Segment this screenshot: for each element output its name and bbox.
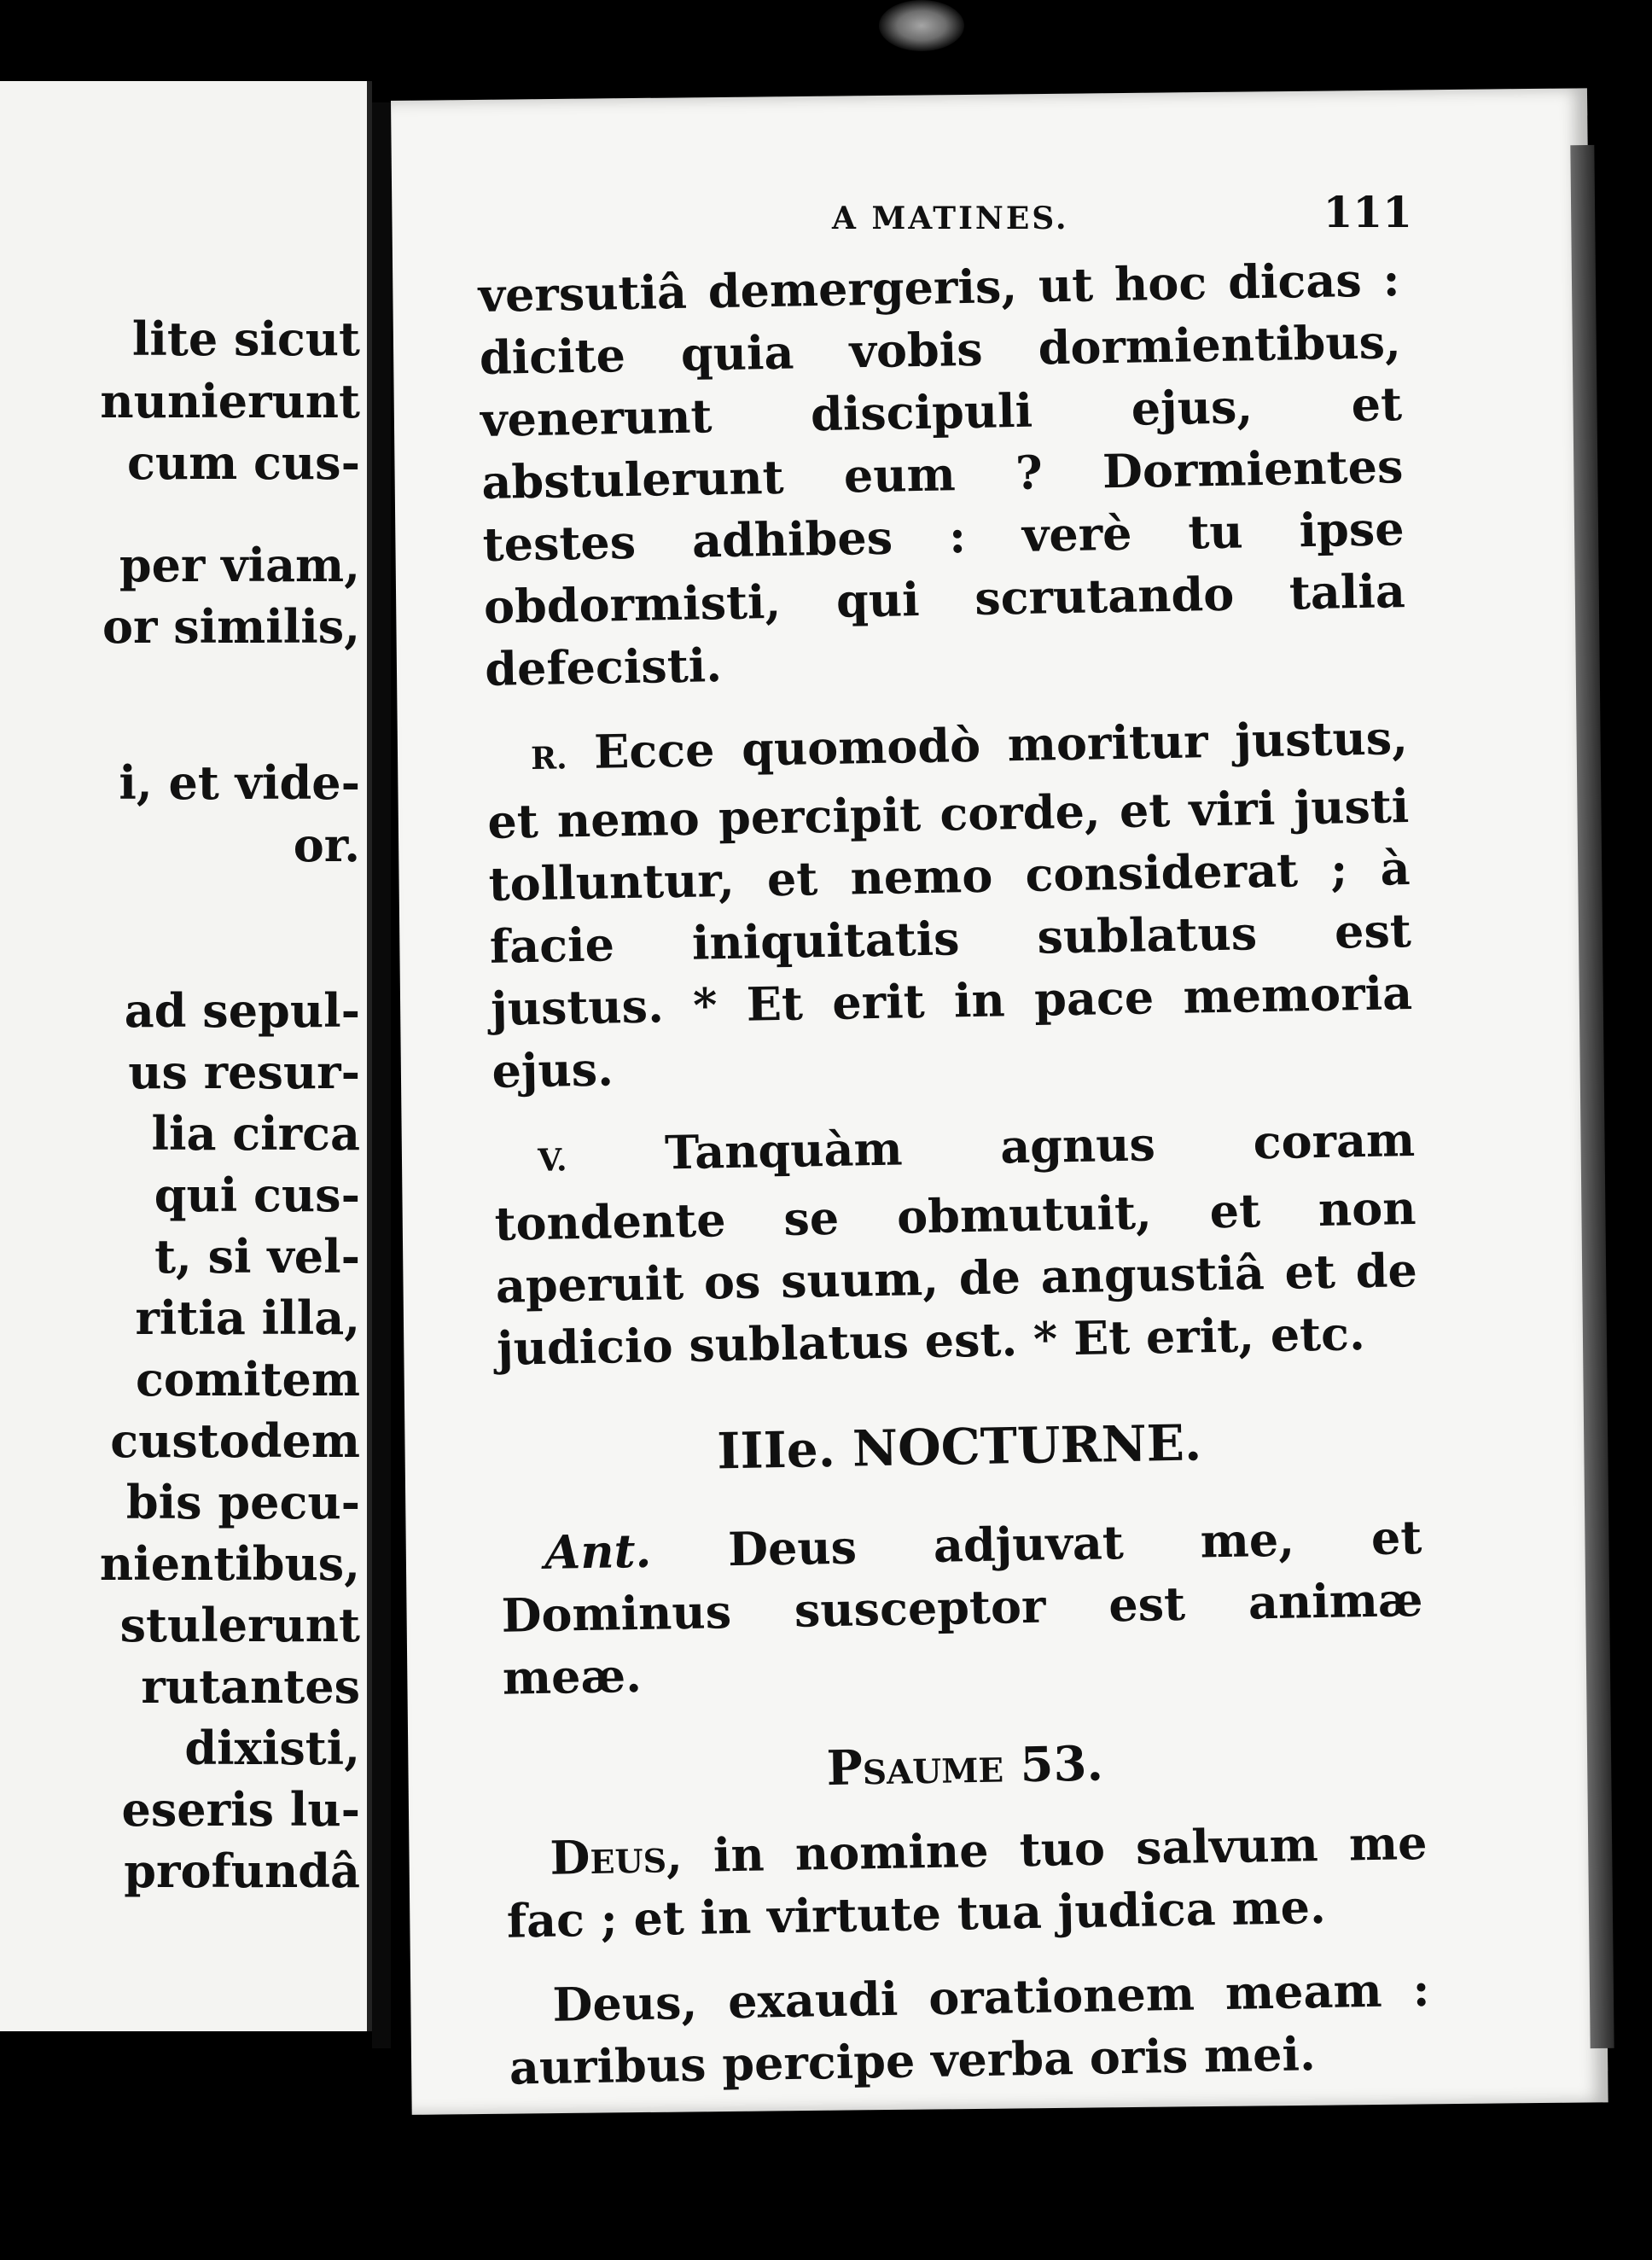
left-page-line: rutantes — [141, 1659, 360, 1714]
left-page-line: custodem — [110, 1413, 360, 1468]
ornament-mark — [879, 0, 964, 51]
left-page-line: cum cus- — [126, 435, 360, 490]
page-number: 111 — [1323, 187, 1412, 237]
left-page-line: nientibus, — [99, 1536, 360, 1591]
left-page-line: eseris lu- — [121, 1782, 360, 1837]
versicle-text: Tanquàm agnus coram tondente se obmutuit, et non aperuit os suum, de angustiâ et de judicio sublatus est. * Et erit, etc. — [494, 1111, 1418, 1376]
responsory-text: Ecce quomodò moritur justus, et nemo percipit corde, et viri justi tolluntur, et nemo considerat ; à facie iniquitatis sublatus est justus. * Et erit in pace memoria ejus. — [486, 710, 1413, 1098]
left-page-line: comitem — [136, 1352, 360, 1407]
responsory-symbol: R. — [530, 740, 567, 778]
psalm-heading: Psaume 53. — [826, 1735, 1104, 1797]
psalm-verse — [505, 1812, 1428, 1953]
antiphon-label: Ant. — [544, 1523, 652, 1580]
page-body — [478, 248, 1431, 2100]
left-page-line: bis pecu- — [125, 1475, 360, 1529]
left-page-line: lia circa — [151, 1106, 360, 1161]
left-page-line: lite sicut — [131, 312, 360, 366]
antiphon-text: Deus adjuvat me, et Dominus susceptor est animæ meæ. — [501, 1509, 1424, 1705]
book-gutter — [372, 102, 391, 2048]
psalm-verse: Deus, exaudi orationem meam : auribus percipe verba oris mei. — [509, 1961, 1430, 2095]
left-page-line: t, si vel- — [154, 1229, 360, 1284]
running-header — [832, 187, 1412, 238]
left-page-line: or similis, — [102, 599, 360, 654]
nocturne-heading: IIIe. NOCTURNE. — [716, 1413, 1202, 1481]
antiphon — [500, 1506, 1425, 1710]
left-page-line: us resur- — [128, 1045, 360, 1099]
left-page-line: per viam, — [119, 538, 360, 592]
left-page-line: ritia illa, — [135, 1290, 360, 1345]
verse-text: in nomine tuo salvum me fac ; et in virtute tua judica me. — [506, 1814, 1428, 1948]
left-page-line: qui cus- — [154, 1168, 360, 1222]
responsory — [486, 707, 1414, 1103]
verse-opening-word: Deus, — [550, 1828, 683, 1885]
left-page-line: nunierunt — [100, 374, 360, 428]
paragraph-continuation: versutiâ demergeris, ut hoc dicas : dicite quia vobis dormientibus, venerunt discipuli ejus, et abstulerunt eum ? Dormientes testes adhibes : verè tu ipse obdormisti, qui scrutando talia defecisti. — [478, 252, 1406, 696]
left-page-line: profundâ — [124, 1844, 360, 1898]
versicle — [493, 1109, 1419, 1380]
left-page-line: ad sepul- — [124, 983, 360, 1038]
running-head-title: A MATINES. — [832, 201, 1069, 236]
left-page-line: stulerunt — [119, 1598, 360, 1652]
left-page-line: or. — [293, 818, 360, 872]
left-page-line: dixisti, — [184, 1721, 360, 1775]
versicle-symbol: V. — [537, 1142, 567, 1179]
left-page-line: i, et vide- — [119, 755, 360, 810]
left-page — [0, 81, 372, 2031]
